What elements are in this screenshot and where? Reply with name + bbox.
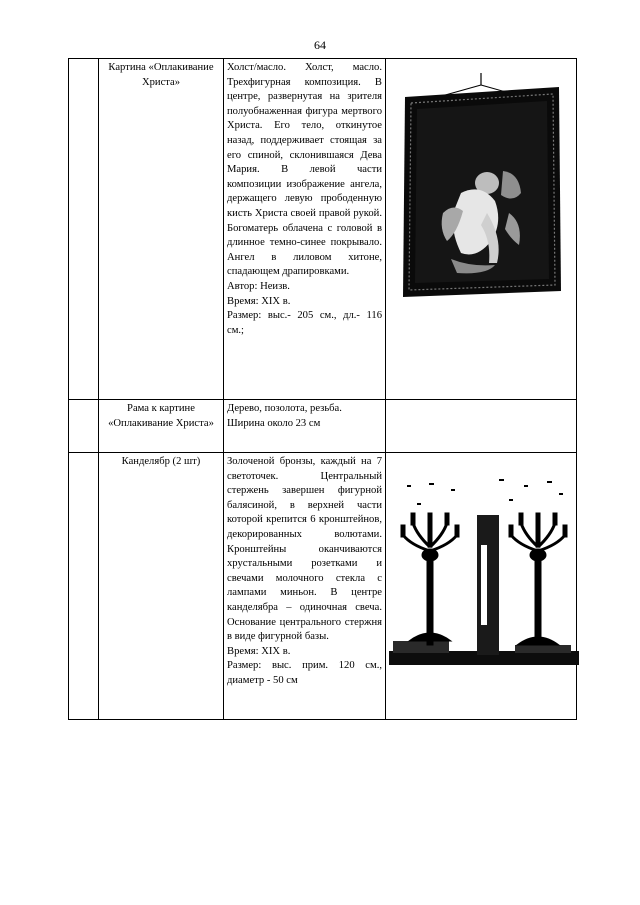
page-number: 64 xyxy=(314,38,326,52)
painting-photo xyxy=(391,63,571,383)
item-description: Золоченой бронзы, каждый на 7 светоточек. Центральный стержень завершен фигурной балясиной, в верхней части которой крепится 6 кронштейнов, декорированных волютами. Кронштейны оканчиваются хрустальными розетками и свечами молочного стекла с лампами миньон. В центре канделябра – одиночная свеча. Основание центрального стержня в виде фигурной базы. xyxy=(227,456,382,643)
item-time: Время: XIX в. xyxy=(227,645,291,657)
index-cell xyxy=(69,59,99,400)
candelabra-photo xyxy=(389,455,579,695)
table-row xyxy=(69,453,577,720)
item-name: Рама к картине «Оплакивание Христа» xyxy=(99,400,224,453)
painting-photo-cell xyxy=(386,59,577,400)
item-size: Размер: выс. прим. 120 см., диаметр - 50 см xyxy=(227,660,382,686)
item-author: Автор: Неизв. xyxy=(227,280,290,292)
item-width: Ширина около 23 см xyxy=(227,417,321,429)
table-row xyxy=(69,400,577,453)
item-description-cell xyxy=(224,59,386,400)
inventory-table xyxy=(68,58,577,720)
item-time: Время: XIX в. xyxy=(227,295,291,307)
index-cell xyxy=(69,453,99,720)
item-description-cell xyxy=(224,400,386,453)
item-name: Канделябр (2 шт) xyxy=(99,453,224,720)
item-description: Холст/масло. Холст, масло. Трехфигурная композиция. В центре, развернутая на зрителя полуобнаженная фигура мертвого Христа. Его тело, откинутое назад, поддерживает стоящая за его спиной, склонившаяся Дева Мария. В левой части композиции изображение ангела, держащего левую прободенную кисть Христа своей правой рукой. Богоматерь облачена с головой в длинное темно-синее покрывало. Ангел в лиловом хитоне, спадающем драпировками. xyxy=(227,62,382,278)
item-name: Картина «Оплакивание Христа» xyxy=(99,59,224,400)
candelabra-photo-cell xyxy=(386,453,577,720)
empty-photo-cell xyxy=(386,400,577,453)
item-size: Размер: выс.- 205 см., дл.- 116 см.; xyxy=(227,310,382,336)
item-description: Дерево, позолота, резьба. xyxy=(227,403,342,414)
index-cell xyxy=(69,400,99,453)
item-description-cell xyxy=(224,453,386,720)
table-row xyxy=(69,59,577,400)
